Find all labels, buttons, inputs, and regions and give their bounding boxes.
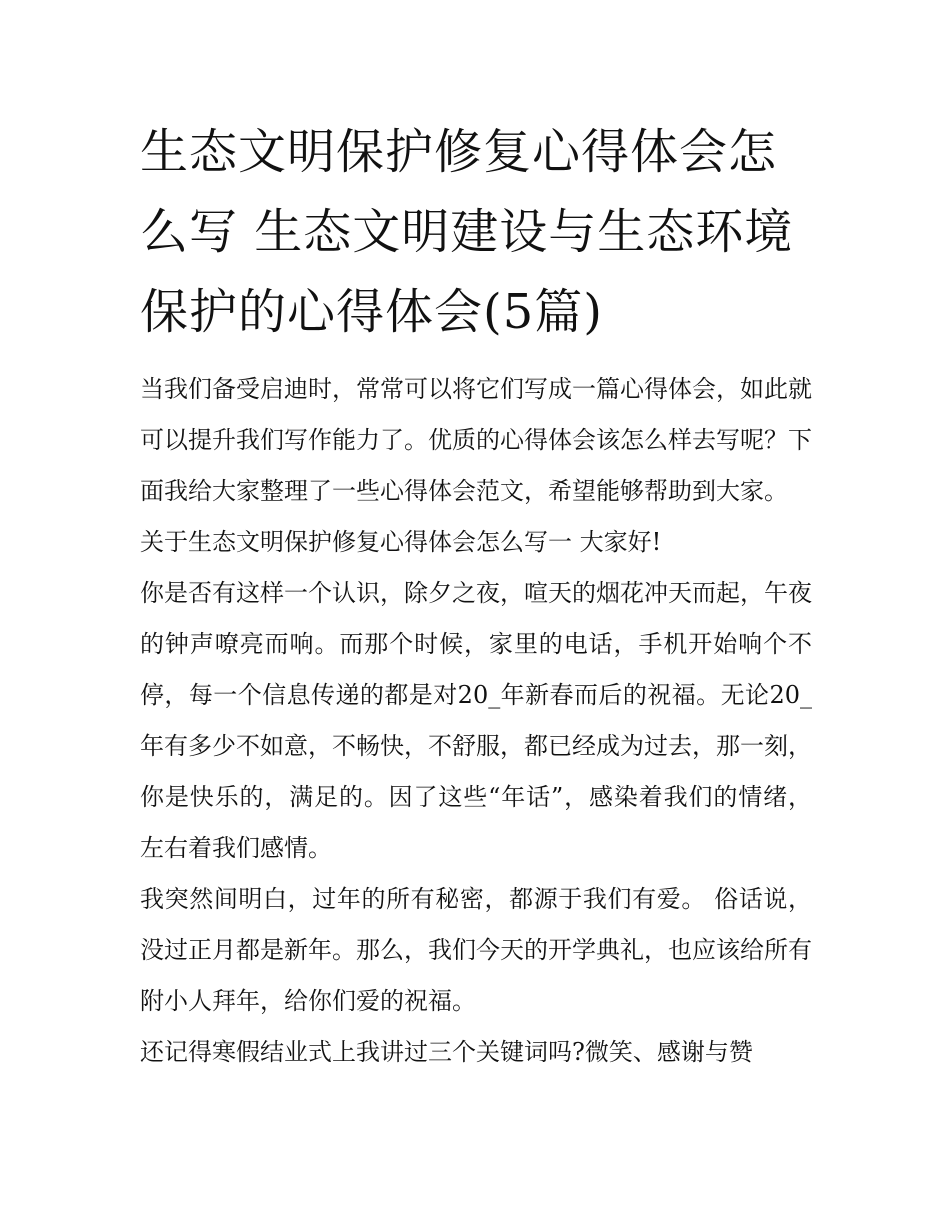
- paragraph-section-heading: 关于生态文明保护修复心得体会怎么写一 大家好!: [140, 528, 662, 556]
- paragraph-body-1: 你是否有这样一个认识，除夕之夜，喧天的烟花冲天而起，午夜的钟声嘹亮而响。而那个时候，家里的电话，手机开始响个不停，每一个信息传递的都是对20_年新春而后的祝福。无论20_年有多少不如意，不畅快，不舒服，都已经成为过去，那一刻，你是快乐的，满足的。因了这些“年话”，感染着我们的情绪，左右着我们感情。: [140, 579, 812, 862]
- paragraph-body-2: 我突然间明白，过年的所有秘密，都源于我们有爱。 俗话说，没过正月都是新年。那么，我们今天的开学典礼，也应该给所有附小人拜年，给你们爱的祝福。: [140, 885, 812, 1015]
- paragraph-body-3: 还记得寒假结业式上我讲过三个关键词吗?微笑、感谢与赞: [140, 1038, 753, 1066]
- document-page: [140, 112, 812, 1078]
- paragraph-intro: 当我们备受启迪时，常常可以将它们写成一篇心得体会，如此就可以提升我们写作能力了。优质的心得体会该怎么样去写呢？下面我给大家整理了一些心得体会范文，希望能够帮助到大家。: [140, 375, 812, 505]
- document-title: 生态文明保护修复心得体会怎么写 生态文明建设与生态环境保护的心得体会(5篇): [140, 124, 794, 340]
